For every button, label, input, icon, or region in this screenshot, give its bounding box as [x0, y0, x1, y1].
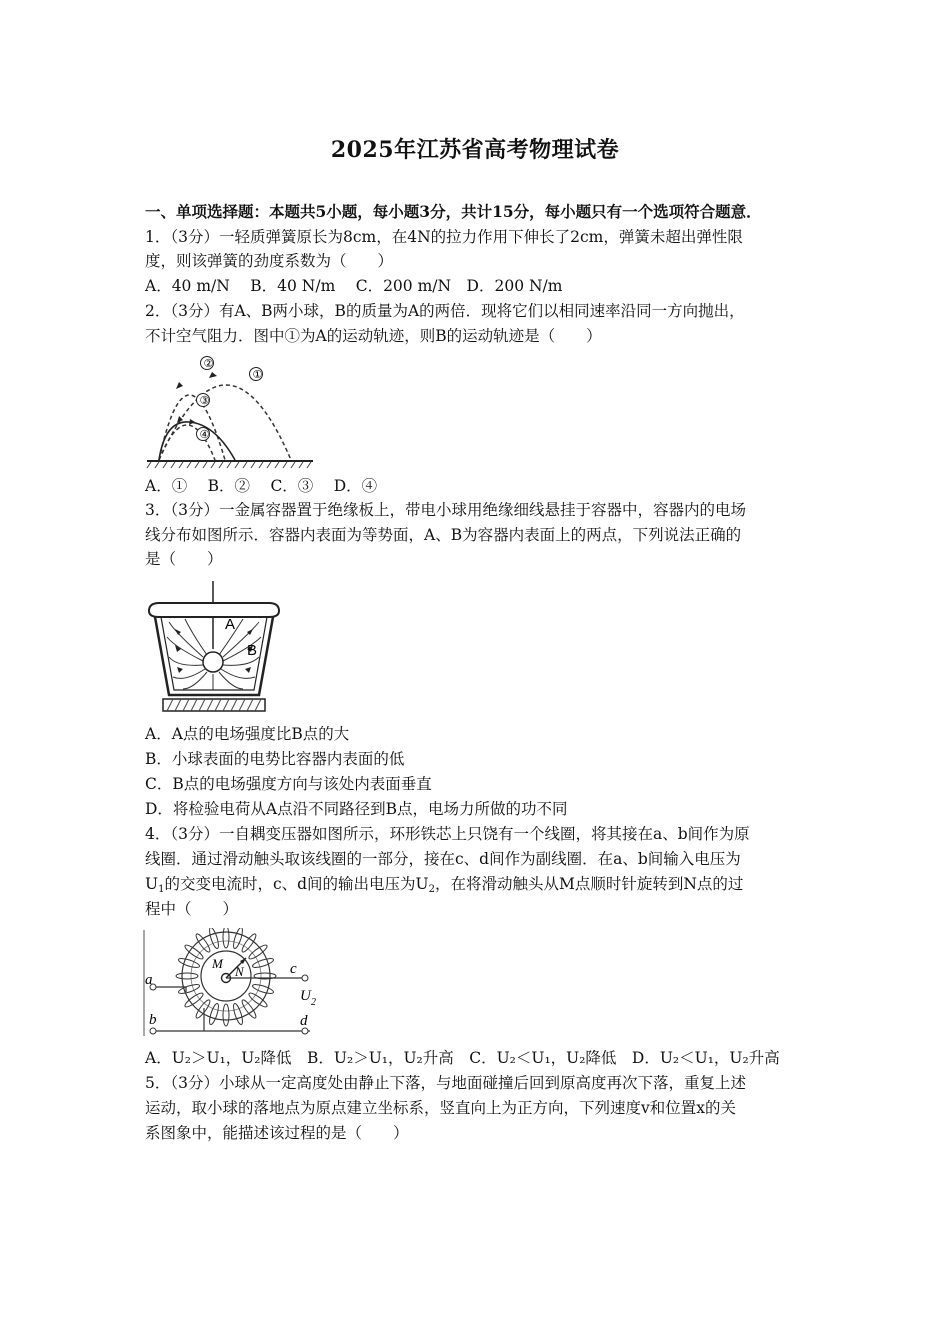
- q4-stem-line4: 程中（ ）: [145, 900, 239, 918]
- trajectory-label-4: ④: [199, 428, 210, 441]
- q3-option-a: A．A点的电场强度比B点的大: [145, 725, 350, 743]
- q3-stem-line1: 3．（3分）一金属容器置于绝缘板上，带电小球用绝缘细线悬挂于容器中，容器内的电场: [145, 501, 746, 519]
- q4-options: A．U₂＞U₁，U₂降低 B．U₂＞U₁，U₂升高 C．U₂＜U₁，U₂降低 D．U₂＜U₁，U₂升高: [145, 1049, 780, 1067]
- q3-container-figure: [145, 577, 285, 717]
- terminal-d-label: d: [300, 1013, 308, 1029]
- point-a-label: A: [225, 616, 236, 633]
- q1-options: A．40 m/N B．40 N/m C．200 m/N D．200 N/m: [145, 277, 563, 295]
- q2-options: A．① B．② C．③ D．④: [145, 477, 378, 495]
- q4-transformer-figure: [142, 928, 327, 1040]
- u2-subscript: 2: [428, 884, 435, 895]
- u2-label: U: [300, 988, 311, 1004]
- q5-stem-line2: 运动，取小球的落地点为原点建立坐标系，竖直向上为正方向，下列速度v和位置x的关: [145, 1099, 737, 1117]
- q3-option-c: C．B点的电场强度方向与该处内表面垂直: [145, 775, 432, 793]
- section-heading: 一、单项选择题：本题共5小题，每小题3分，共计15分，每小题只有一个选项符合题意．: [145, 202, 762, 221]
- q1-stem-line2: 度，则该弹簧的劲度系数为（ ）: [145, 252, 394, 270]
- q3-stem-line3: 是（ ）: [145, 550, 223, 568]
- q2-stem-line2: 不计空气阻力．图中①为A的运动轨迹，则B的运动轨迹是（ ）: [145, 327, 602, 345]
- u1-subscript: 1: [158, 884, 165, 895]
- terminal-m-label: M: [212, 956, 223, 971]
- terminal-c-label: c: [290, 961, 297, 977]
- terminal-b-label: b: [149, 1012, 157, 1028]
- trajectory-label-2: ②: [203, 357, 214, 370]
- q2-stem-line1: 2．（3分）有A、B两小球，B的质量为A的两倍．现将它们以相同速率沿同一方向抛出，: [145, 302, 745, 320]
- q4-stem-line3: [145, 874, 743, 900]
- terminal-n-label: N: [235, 964, 244, 979]
- q4-line3-mid: 的交变电流时，c、d间的输出电压为U: [164, 875, 429, 893]
- trajectory-label-1: ①: [252, 368, 263, 381]
- q4-stem-line2: 线圈．通过滑动触头取该线圈的一部分，接在c、d间作为副线圈．在a、b间输入电压为: [145, 850, 741, 868]
- q1-stem-line1: 1．（3分）一轻质弹簧原长为8cm，在4N的拉力作用下伸长了2cm，弹簧未超出弹性限: [145, 228, 743, 246]
- q4-stem-line1: 4．（3分）一自耦变压器如图所示，环形铁芯上只饶有一个线圈，将其接在a、b间作为原: [145, 825, 750, 843]
- point-b-label: B: [247, 642, 258, 659]
- trajectory-label-3: ③: [199, 394, 210, 407]
- terminal-a-label: a: [145, 972, 153, 988]
- q3-option-d: D．将检验电荷从A点沿不同路径到B点，电场力所做的功不同: [145, 800, 568, 818]
- u1-symbol: U: [145, 875, 159, 893]
- q2-trajectory-figure: [145, 350, 320, 470]
- q3-option-b: B．小球表面的电势比容器内表面的低: [145, 750, 405, 768]
- u2-label-subscript: 2: [311, 997, 316, 1008]
- q5-stem-line1: 5．（3分）小球从一定高度处由静止下落，与地面碰撞后回到原高度再次下落，重复上述: [145, 1074, 746, 1092]
- q4-line3-post: ，在将滑动触头从M点顺时针旋转到N点的过: [435, 875, 744, 893]
- q3-stem-line2: 线分布如图所示．容器内表面为等势面，A、B为容器内表面上的两点，下列说法正确的: [145, 526, 742, 544]
- q5-stem-line3: 系图象中，能描述该过程的是（ ）: [145, 1124, 409, 1142]
- page-title: 2025年江苏省高考物理试卷: [330, 137, 620, 163]
